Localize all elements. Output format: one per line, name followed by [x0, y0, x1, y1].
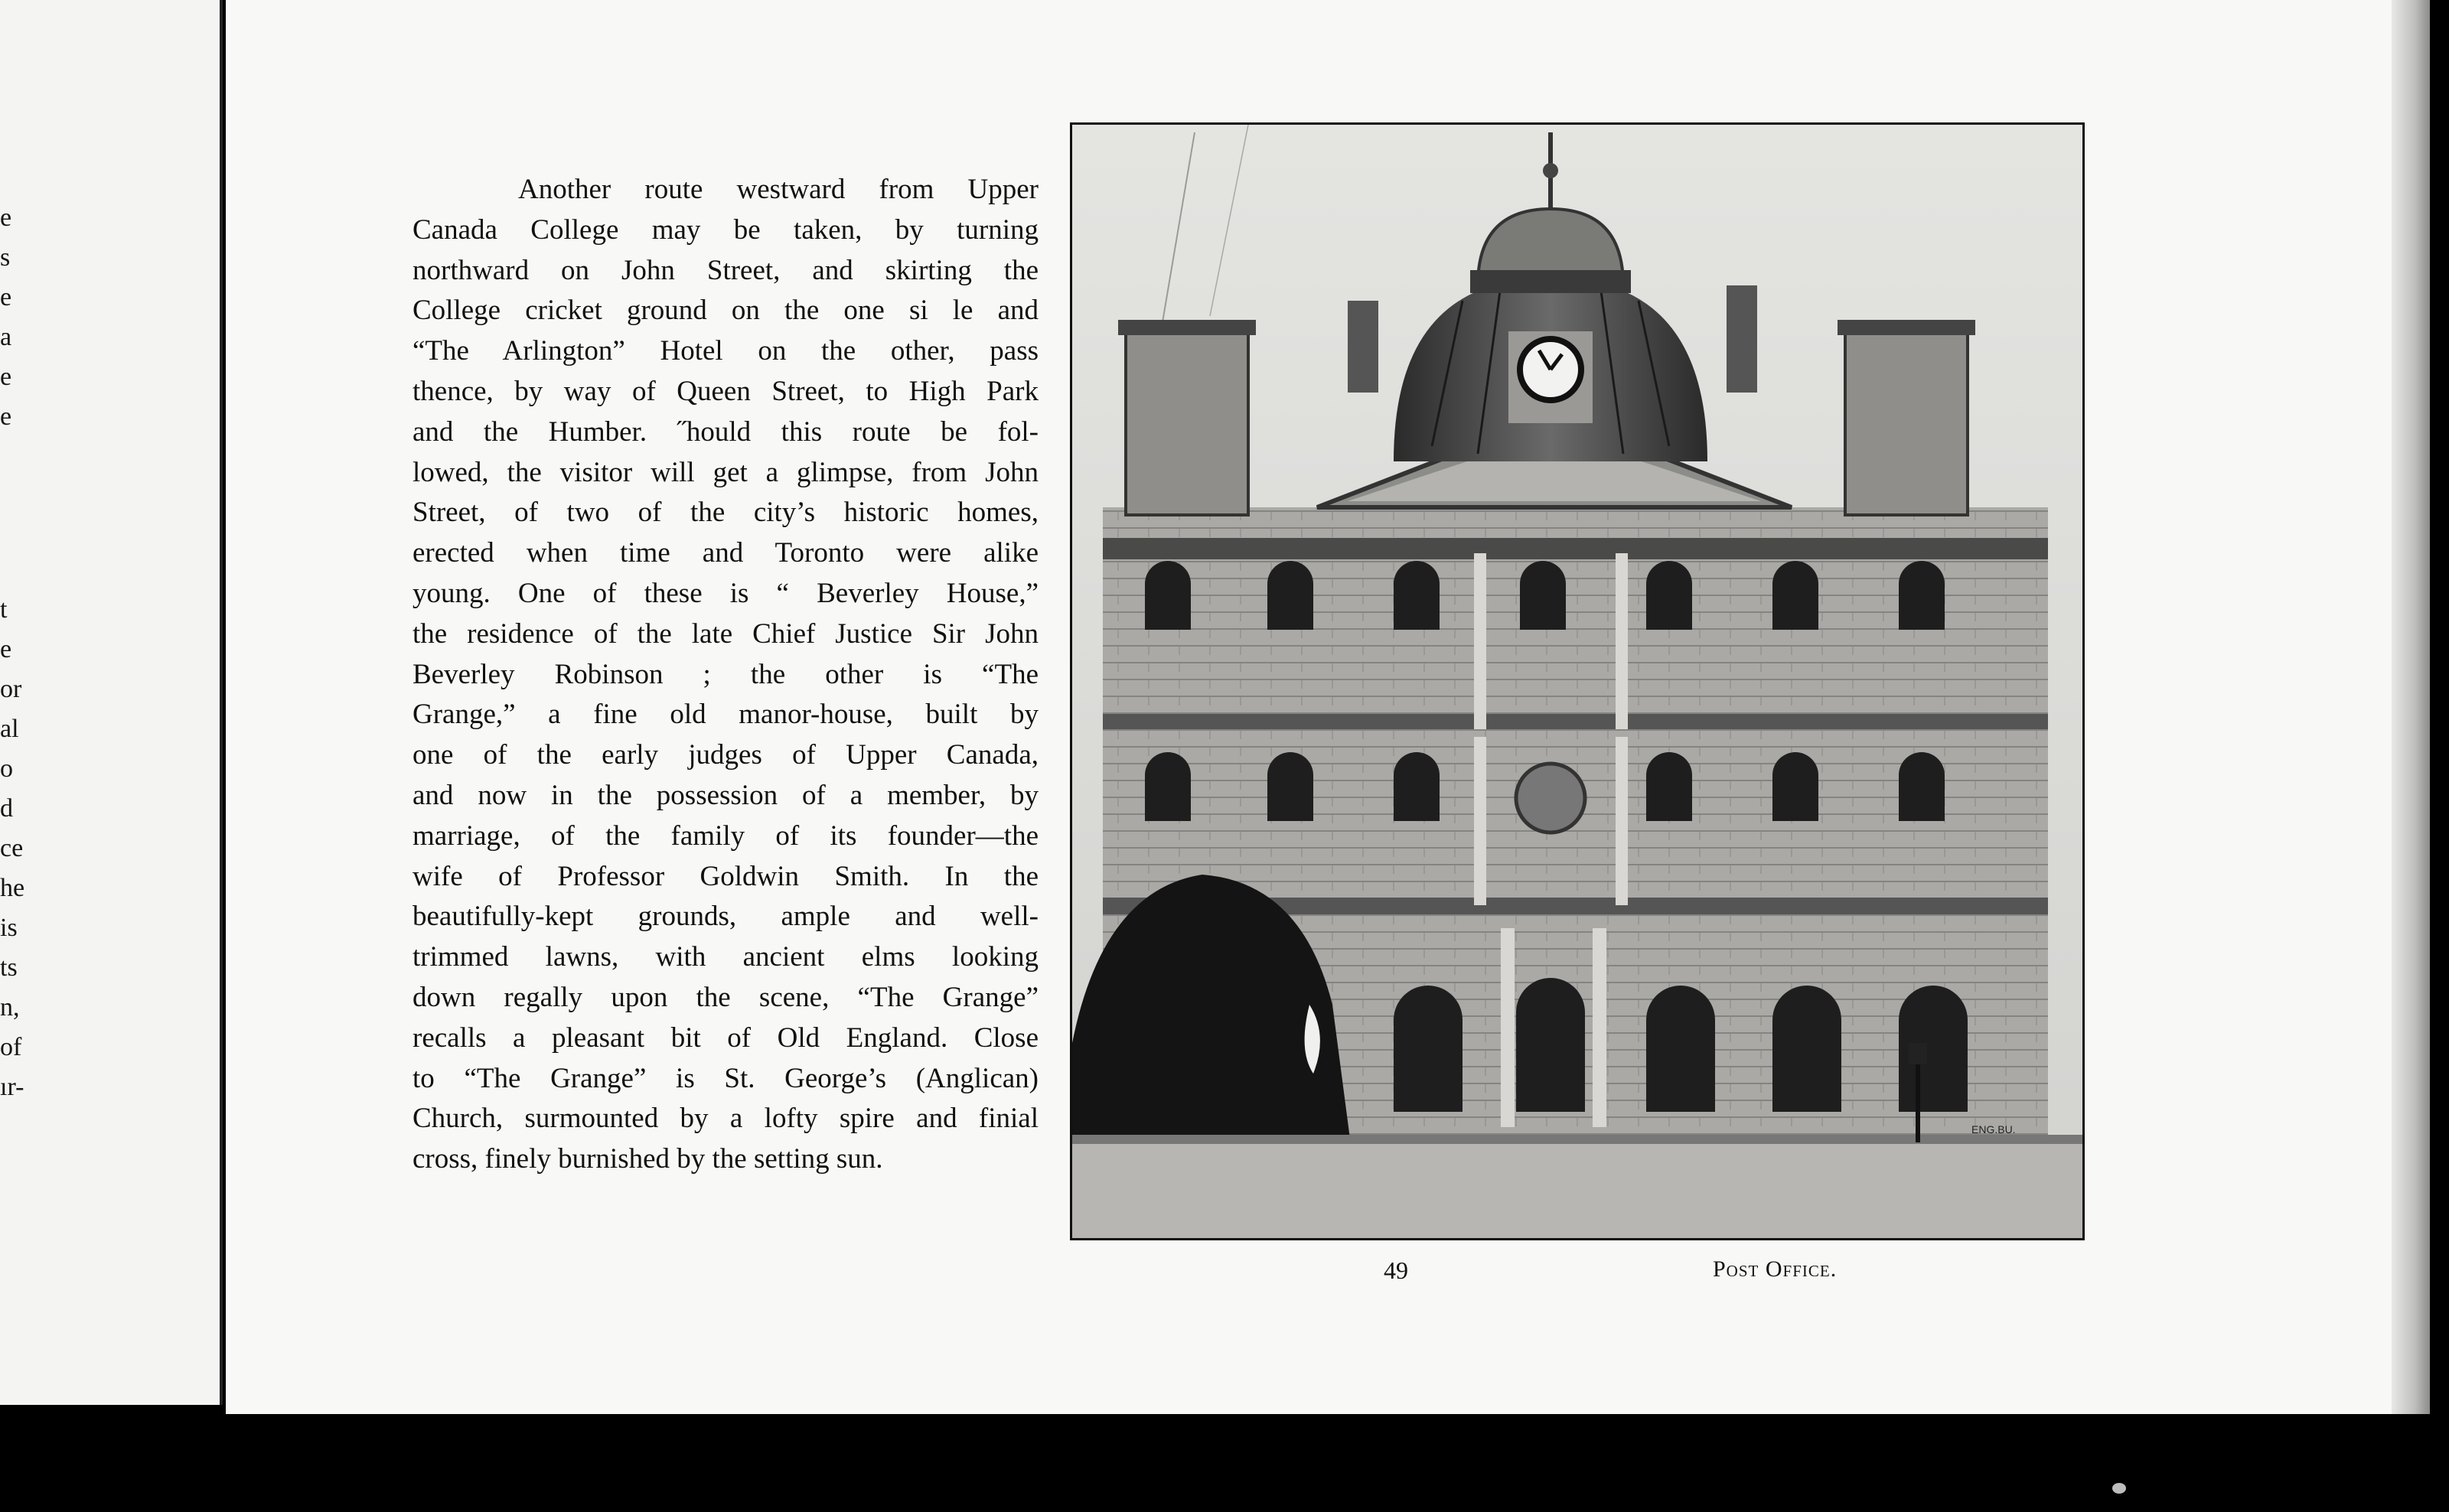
post-office-building-illustration: [1072, 125, 2082, 1238]
engraver-mark: ENG.BU.: [1971, 1123, 2016, 1136]
paragraph-line: down regally upon the scene, “The Grange”: [413, 981, 1039, 1013]
paragraph-line: erected when time and Toronto were alike: [413, 537, 1039, 569]
paragraph-line: lowed, the visitor will get a glimpse, from John: [413, 456, 1039, 488]
paragraph-line: marriage, of the family of its founder—the: [413, 820, 1039, 852]
paragraph-line: recalls a pleasant bit of Old England. Close: [413, 1022, 1039, 1054]
left-text-fragment: al: [0, 715, 19, 743]
left-text-fragment: e: [0, 402, 12, 431]
paragraph-line: “The Arlington” Hotel on the other, pass: [413, 335, 1039, 367]
paragraph-line: and the Humber. ˝hould this route be fol-: [413, 415, 1039, 448]
left-text-fragment: ts: [0, 953, 18, 982]
left-page: [0, 0, 223, 1405]
paragraph-line: College cricket ground on the one si le and: [413, 295, 1039, 327]
left-text-fragment: is: [0, 914, 18, 942]
paragraph-line: trimmed lawns, with ancient elms looking: [413, 941, 1039, 973]
paragraph-line: Canada College may be taken, by turning: [413, 213, 1039, 246]
paragraph-line: one of the early judges of Upper Canada,: [413, 739, 1039, 771]
right-page: [226, 0, 2430, 1414]
page-edge-shadow: [2392, 0, 2430, 1414]
scan-artifact: [2112, 1483, 2126, 1494]
page-number: 49: [1384, 1256, 1408, 1284]
paragraph-line: beautifully-kept grounds, ample and well-: [413, 901, 1039, 933]
left-text-fragment: s: [0, 243, 11, 272]
paragraph-line: to “The Grange” is St. George’s (Anglican): [413, 1062, 1039, 1094]
left-text-fragment: he: [0, 874, 25, 902]
left-text-fragment: ır-: [0, 1073, 24, 1101]
paragraph-line: young. One of these is “ Beverley House,”: [413, 577, 1039, 609]
paragraph-line: wife of Professor Goldwin Smith. In the: [413, 860, 1039, 892]
photo-caption: Post Office.: [1713, 1256, 1838, 1282]
left-text-fragment: of: [0, 1033, 22, 1061]
left-text-fragment: ce: [0, 834, 24, 862]
left-text-fragment: n,: [0, 993, 20, 1022]
paragraph-line: and now in the possession of a member, by: [413, 779, 1039, 811]
paragraph-line: cross, finely burnished by the setting sun.: [413, 1143, 883, 1175]
paragraph-line: thence, by way of Queen Street, to High Park: [413, 375, 1039, 407]
paragraph-line: Street, of two of the city’s historic homes,: [413, 497, 1039, 529]
left-text-fragment: a: [0, 323, 12, 351]
left-text-fragment: d: [0, 794, 13, 823]
paragraph-line: the residence of the late Chief Justice Sir John: [413, 618, 1039, 650]
left-text-fragment: o: [0, 754, 13, 783]
post-office-photograph: [1070, 122, 2085, 1240]
paragraph-line: Church, surmounted by a lofty spire and finial: [413, 1103, 1039, 1135]
paragraph-line: Another route westward from Upper: [518, 174, 1039, 205]
left-text-fragment: e: [0, 635, 12, 663]
paragraph-line: northward on John Street, and skirting the: [413, 254, 1039, 286]
left-text-fragment: e: [0, 283, 12, 311]
paragraph-line: Beverley Robinson ; the other is “The: [413, 658, 1039, 690]
left-text-fragment: or: [0, 675, 22, 703]
left-text-fragment: e: [0, 363, 12, 391]
paragraph-line: Grange,” a fine old manor-house, built by: [413, 699, 1039, 731]
body-paragraph: [413, 170, 1039, 1180]
left-text-fragment: t: [0, 595, 8, 624]
left-text-fragment: e: [0, 204, 12, 232]
